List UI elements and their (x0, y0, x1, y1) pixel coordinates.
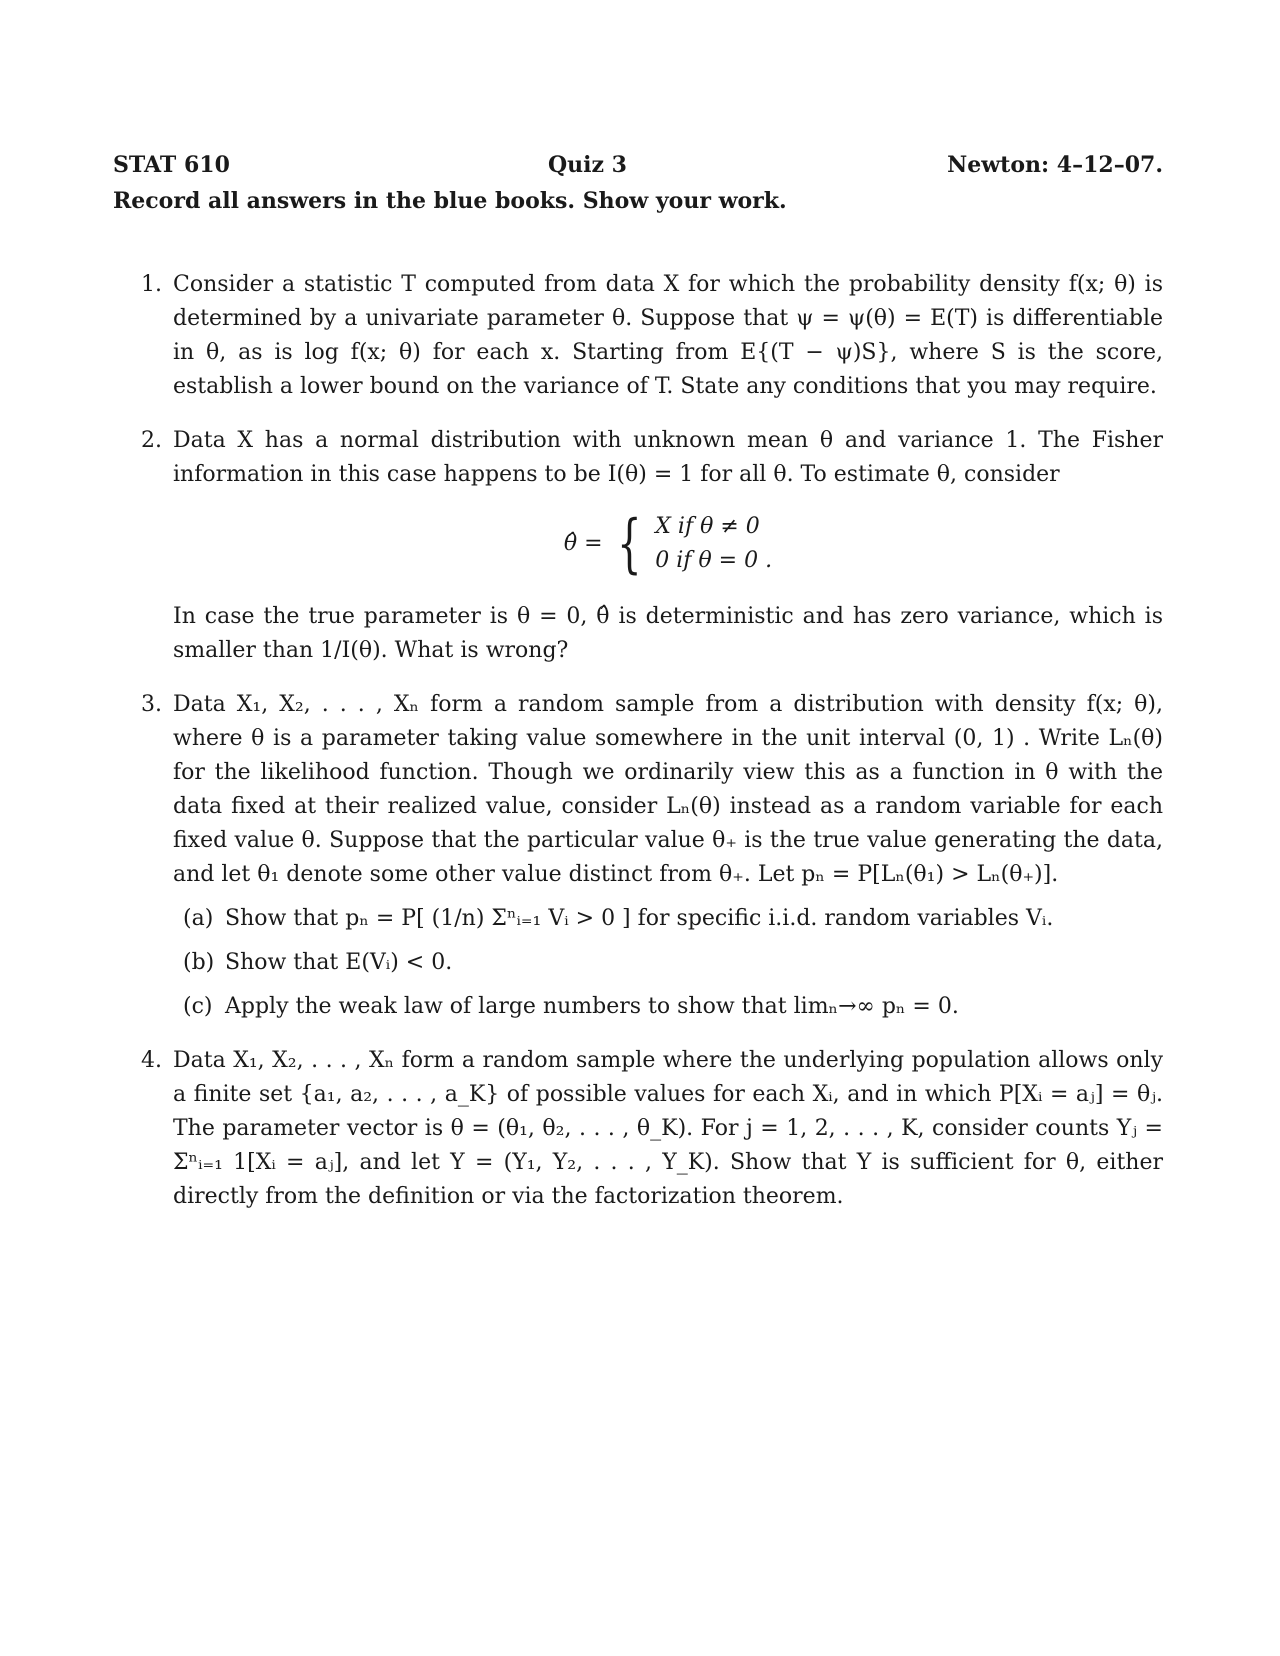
problem-2 (113, 424, 1163, 668)
instructions: Record all answers in the blue books. Show your work. (113, 188, 787, 214)
estimator-lhs: θ̂ = (563, 531, 603, 556)
problem-text: Data X₁, X₂, . . . , Xₙ form a random sample where the underlying population allows only a finite set {a₁, a₂, . . . , a_K} of possible values for each Xᵢ, and in which P[Xᵢ = aⱼ] = θⱼ. The parameter vector is θ = (θ₁, θ₂, . . . , θ_K). For j = 1, 2, . . . , K, consider counts Yⱼ = Σⁿᵢ₌₁ 1[Xᵢ = aⱼ], and let Y = (Y₁, Y₂, . . . , Y_K). Show that Y is sufficient for θ, either directly from the definition or via the factorization theorem. (173, 1048, 1163, 1209)
case-1: X if θ ≠ 0 (655, 514, 760, 539)
problem-text-after: In case the true parameter is θ = 0, θ̂ is deterministic and has zero variance, which is smaller than 1/I(θ). What is wrong? (173, 604, 1163, 663)
quiz-title: Quiz 3 (548, 152, 627, 178)
subpart-c (173, 990, 1163, 1024)
subpart-label: (b) (183, 950, 215, 975)
subpart-text: Show that E(Vᵢ) < 0. (225, 950, 453, 975)
problem-number: 1. (141, 272, 162, 297)
course-code: STAT 610 (113, 152, 230, 178)
subpart-text: Apply the weak law of large numbers to show that limₙ→∞ pₙ = 0. (225, 994, 959, 1019)
subpart-label: (a) (183, 906, 214, 931)
problem-number: 2. (141, 428, 162, 453)
subpart-list (173, 902, 1163, 1024)
subpart-label: (c) (183, 994, 213, 1019)
problem-text: Consider a statistic T computed from data X for which the probability density f(x; θ) is determined by a univariate parameter θ. Suppose that ψ = ψ(θ) = E(T) is differentiable in θ, as is log f(x; θ) for each x. Starting from E{(T − ψ)S}, where S is the score, establish a lower bound on the variance of T. State any conditions that you may require. (173, 272, 1163, 399)
problem-number: 3. (141, 692, 162, 717)
problem-3 (113, 688, 1163, 1024)
subpart-text: Show that pₙ = P[ (1/n) Σⁿᵢ₌₁ Vᵢ > 0 ] for specific i.i.d. random variables Vᵢ. (225, 906, 1054, 931)
problem-text: Data X₁, X₂, . . . , Xₙ form a random sample from a distribution with density f(x; θ), where θ is a parameter taking value somewhere in the unit interval (0, 1) . Write Lₙ(θ) for the likelihood function. Though we ordinarily view this as a function in θ with the data fixed at their realized value, consider Lₙ(θ) instead as a random variable for each fixed value θ. Suppose that the particular value θ₊ is the true value generating the data, and let θ₁ denote some other value distinct from θ₊. Let pₙ = P[Lₙ(θ₁) > Lₙ(θ₊)]. (173, 692, 1163, 887)
quiz-page (113, 148, 1163, 1234)
problem-1 (113, 268, 1163, 404)
problem-text: Data X has a normal distribution with unknown mean θ and variance 1. The Fisher information in this case happens to be I(θ) = 1 for all θ. To estimate θ, consider (173, 428, 1163, 487)
left-brace: { (616, 507, 642, 581)
instructor-date: Newton: 4–12–07. (947, 152, 1163, 178)
problem-4 (113, 1044, 1163, 1214)
problem-number: 4. (141, 1048, 162, 1073)
subpart-b (173, 946, 1163, 980)
case-2: 0 if θ = 0 . (655, 548, 773, 573)
estimator-display (173, 507, 1163, 581)
problem-list (113, 268, 1163, 1214)
header-row (113, 148, 1163, 188)
subpart-a (173, 902, 1163, 936)
